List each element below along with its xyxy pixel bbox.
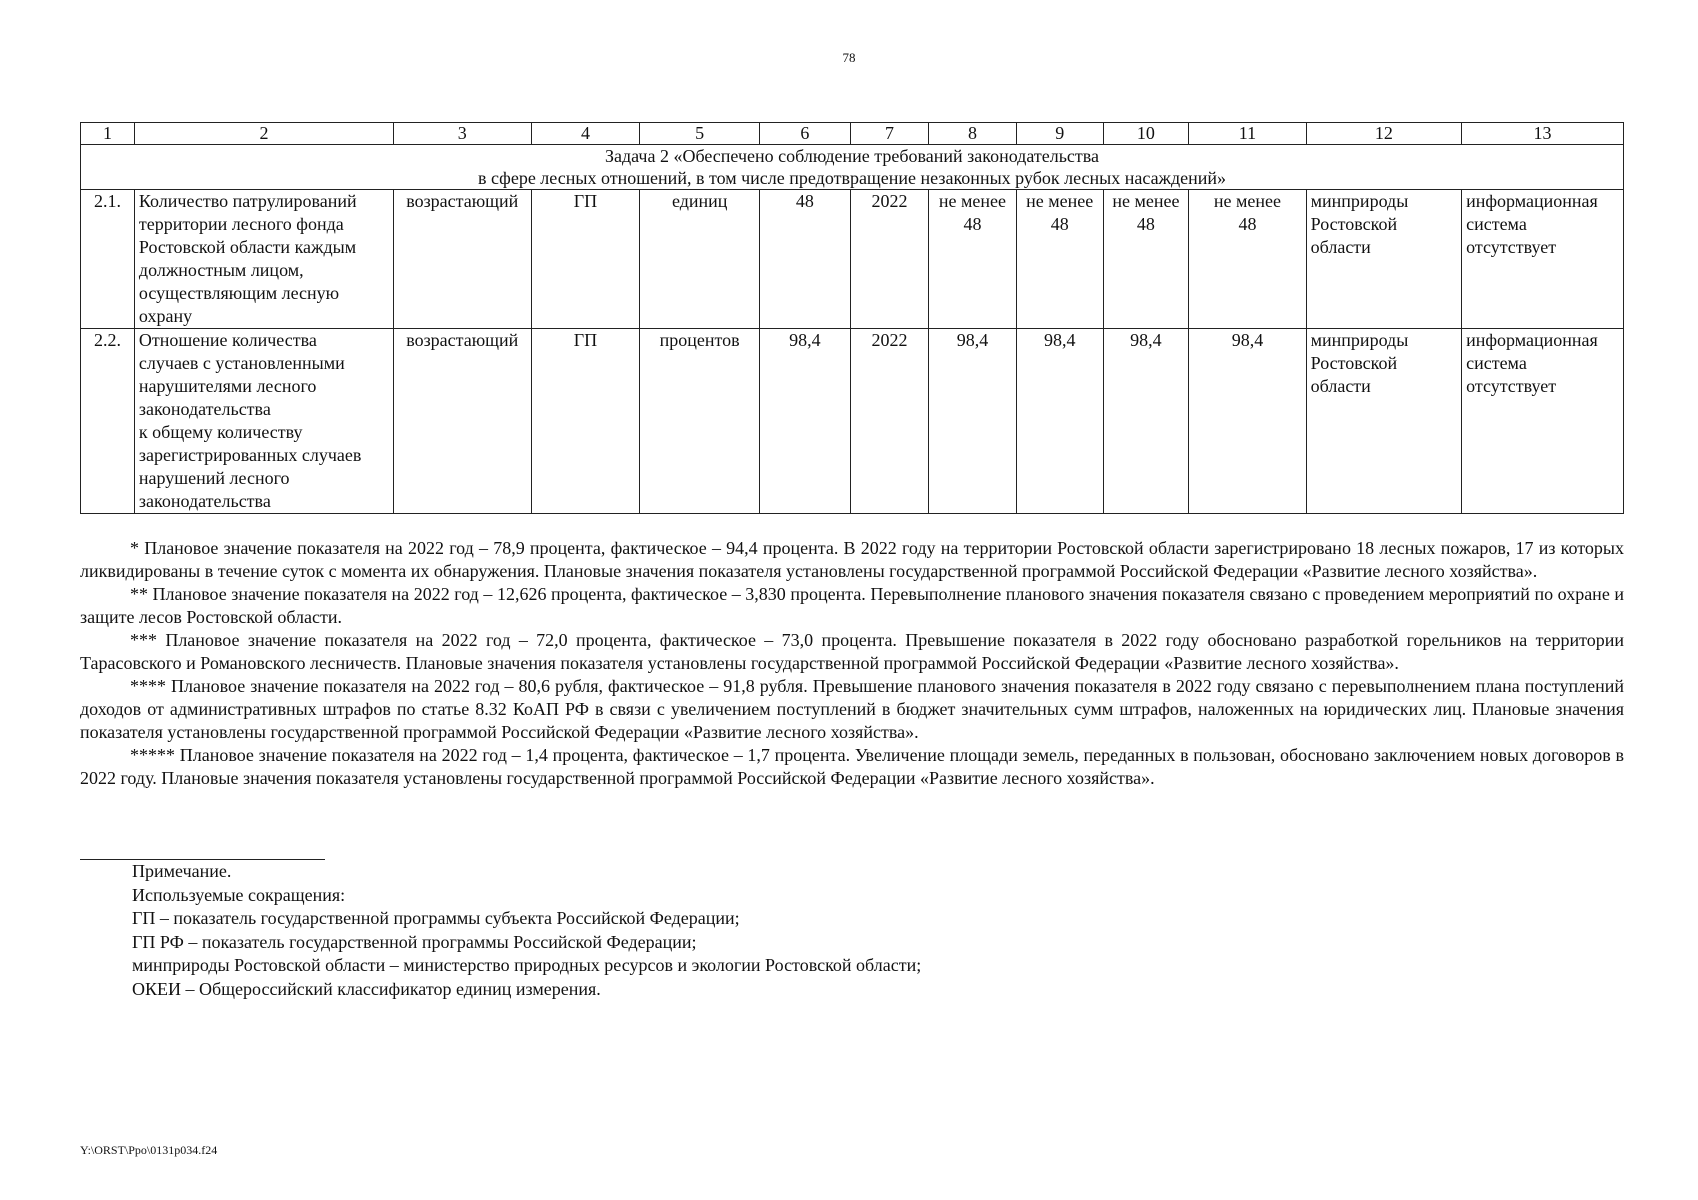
indicator-name-line: Отношение количества [138,330,317,350]
responsible-cell [1306,329,1461,514]
task-title-line: Задача 2 «Обеспечено соблюдение требований законодательства [604,146,1100,166]
info-system-line: информационная [1466,330,1598,350]
indicator-name-line: Количество патрулирований [138,191,357,211]
header-cell: 11 [1189,123,1306,145]
table-row [81,329,1624,514]
note-heading: Примечание. [132,861,232,881]
note-line: ГП – показатель государственной программы субъекта Российской Федерации; [132,908,740,928]
indicators-table [80,122,1624,514]
base-year-cell: 2022 [850,190,928,329]
indicator-name-line: нарушений лесного [138,468,290,488]
task-title-line: в сфере лесных отношений, в том числе предотвращение незаконных рубок лесных насаждений» [477,168,1227,188]
responsible-line: области [1310,237,1371,257]
value-cell [1016,190,1103,329]
responsible-line: Ростовской [1310,214,1398,234]
value-cell [1189,190,1306,329]
indicator-name-line: нарушителями лесного [138,376,317,396]
base-value-cell: 98,4 [759,329,850,514]
value-cell: 98,4 [1016,329,1103,514]
indicator-name-line: законодательства [138,491,271,511]
indicator-name-line: законодательства [138,399,271,419]
indicator-name-line: территории лесного фонда [138,214,344,234]
indicator-name [134,190,393,329]
responsible-cell [1306,190,1461,329]
footnote: *** Плановое значение показателя на 2022 год – 72,0 процента, фактическое – 73,0 процента. Превышение показателя в 2022 году обосновано разработкой горельников на территории Тарасовского и Романовского лесничеств. Плановые значения показателя установлены государственной программой Российской Федерации «Развитие лесного хозяйства». [80,630,1624,673]
indicator-name-line: охрану [138,306,193,326]
info-system-cell [1462,329,1624,514]
base-year-cell: 2022 [850,329,928,514]
responsible-line: минприроды [1310,330,1409,350]
notes-section [132,860,921,1001]
value-cell [1103,190,1189,329]
header-cell: 13 [1462,123,1624,145]
row-number: 2.2. [81,329,135,514]
task-row [81,145,1624,190]
value-line: не менее [1112,191,1180,211]
info-system-line: система [1466,214,1527,234]
note-line: минприроды Ростовской области – министерство природных ресурсов и экологии Ростовской области; [132,955,922,975]
value-line: не менее [1213,191,1281,211]
value-cell [929,190,1017,329]
file-path: Y:\ORST\Ppo\0131p034.f24 [80,1143,218,1157]
indicator-name [134,329,393,514]
unit-cell: процентов [640,329,760,514]
indicator-name-line: зарегистрированных случаев [138,445,362,465]
value-line: 48 [1050,214,1069,234]
footnote: ***** Плановое значение показателя на 2022 год – 1,4 процента, фактическое – 1,7 процента. Увеличение площади земель, переданных в пользован, обосновано заключением новых договоров в 2022 году. Плановые значения показателя установлены государственной программой Российской Федерации «Развитие лесного хозяйства». [80,745,1624,788]
indicator-name-line: осуществляющим лесную [138,283,340,303]
row-number: 2.1. [81,190,135,329]
trend-cell: возрастающий [394,329,531,514]
header-cell: 5 [640,123,760,145]
note-line: ОКЕИ – Общероссийский классификатор единиц измерения. [132,978,601,999]
responsible-line: минприроды [1310,191,1409,211]
value-cell: 98,4 [1189,329,1306,514]
header-cell: 6 [759,123,850,145]
table-header-row [81,123,1624,145]
table-row [81,190,1624,329]
value-line: не менее [1026,191,1094,211]
value-cell: 98,4 [929,329,1017,514]
value-line: 48 [1238,214,1257,234]
indicator-name-line: должностным лицом, [138,260,304,280]
indicator-name-line: Ростовской области каждым [138,237,357,257]
info-system-line: система [1466,353,1527,373]
value-line: не менее [938,191,1007,211]
header-cell: 8 [929,123,1017,145]
header-cell: 7 [850,123,928,145]
header-cell: 9 [1016,123,1103,145]
page-number: 78 [842,50,856,65]
indicator-name-line: случаев с установленными [138,353,345,373]
footnote: **** Плановое значение показателя на 2022 год – 80,6 рубля, фактическое – 91,8 рубля. Превышение планового значения показателя в 2022 году связано с перевыполнением плана поступлений доходов от административных штрафов по статье 8.32 КоАП РФ в связи с увеличением поступлений в бюджет значительных сумм штрафов, наложенных на юридических лиц. Плановые значения показателя установлены государственной программой Российской Федерации «Развитие лесного хозяйства». [80,676,1624,742]
header-cell: 4 [531,123,640,145]
info-system-line: отсутствует [1466,237,1557,257]
note-line: ГП РФ – показатель государственной программы Российской Федерации; [132,931,697,952]
info-system-line: отсутствует [1466,376,1557,396]
indicator-name-line: к общему количеству [138,422,303,442]
base-value-cell: 48 [759,190,850,329]
info-system-cell [1462,190,1624,329]
info-system-line: информационная [1466,191,1598,211]
task-title-cell [81,145,1624,190]
header-cell: 12 [1306,123,1461,145]
footnotes [80,537,1624,790]
note-line: Используемые сокращения: [132,884,346,905]
header-cell: 2 [134,123,393,145]
value-cell: 98,4 [1103,329,1189,514]
value-line: 48 [1136,214,1155,234]
value-line: 48 [963,214,982,234]
footnote: ** Плановое значение показателя на 2022 год – 12,626 процента, фактическое – 3,830 процента. Перевыполнение планового значения показателя связано с проведением мероприятий по охране и защите лесов Ростовской области. [80,584,1624,627]
header-cell: 1 [81,123,135,145]
trend-cell: возрастающий [394,190,531,329]
indicator-type-cell: ГП [531,190,640,329]
header-cell: 10 [1103,123,1189,145]
responsible-line: Ростовской [1310,353,1398,373]
responsible-line: области [1310,376,1371,396]
header-cell: 3 [394,123,531,145]
indicator-type-cell: ГП [531,329,640,514]
footnote: * Плановое значение показателя на 2022 год – 78,9 процента, фактическое – 94,4 процента. В 2022 году на территории Ростовской области зарегистрировано 18 лесных пожаров, 17 из которых ликвидированы в течение суток с момента их обнаружения. Плановые значения показателя установлены государственной программой Российской Федерации «Развитие лесного хозяйства». [80,538,1624,581]
unit-cell: единиц [640,190,760,329]
